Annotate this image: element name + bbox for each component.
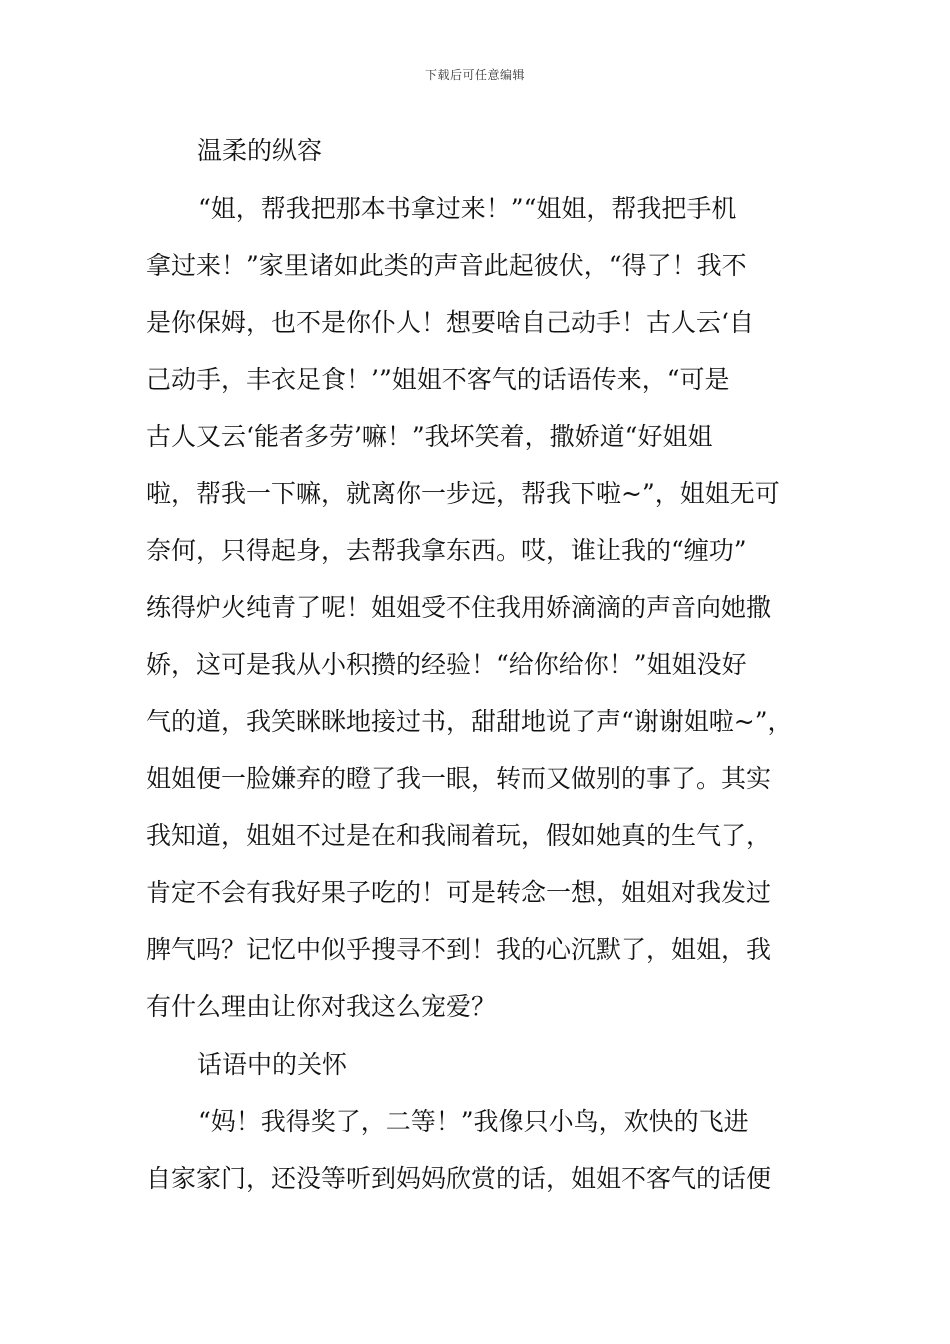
paragraph-line: 肯定不会有我好果子吃的！可是转念一想，姐姐对我发过 [146,878,772,907]
section-title-1: 温柔的纵容 [197,136,323,165]
paragraph-line: “妈！我得奖了，二等！”我像只小鸟，欢快的飞进 [198,1107,749,1136]
paragraph-line: 拿过来！”家里诸如此类的声音此起彼伏，“得了！我不 [146,251,747,280]
paragraph-line: 己动手，丰衣足食！’”姐姐不客气的话语传来，“可是 [146,365,730,394]
paragraph-line: 啦，帮我一下嘛，就离你一步远，帮我下啦~”，姐姐无可 [146,479,780,508]
header-note: 下载后可任意编辑 [424,68,525,82]
paragraph-line: 奈何，只得起身，去帮我拿东西。哎，谁让我的“缠功” [146,536,747,565]
paragraph-line: “姐，帮我把那本书拿过来！”“姐姐，帮我把手机 [198,194,737,223]
paragraph-line: 有什么理由让你对我这么宠爱？ [146,992,497,1021]
paragraph-line: 古人又云‘能者多劳’嘛！”我坏笑着，撒娇道“好姐姐 [146,422,713,451]
paragraph-line: 脾气吗？记忆中似乎搜寻不到！我的心沉默了，姐姐，我 [146,935,772,964]
paragraph-line: 自家家门，还没等听到妈妈欣赏的话，姐姐不客气的话便 [146,1164,772,1193]
paragraph-line: 是你保姆，也不是你仆人！想要啥自己动手！古人云‘自 [146,308,754,337]
paragraph-line: 姐姐便一脸嫌弃的瞪了我一眼，转而又做别的事了。其实 [146,764,772,793]
paragraph-line: 练得炉火纯青了呢！姐姐受不住我用娇滴滴的声音向她撒 [146,593,772,622]
paragraph-line: 娇，这可是我从小积攒的经验！“给你给你！”姐姐没好 [146,650,747,679]
paragraph-line: 我知道，姐姐不过是在和我闹着玩，假如她真的生气了， [146,821,772,850]
paragraph-line: 气的道，我笑眯眯地接过书，甜甜地说了声“谢谢姐啦~”， [146,707,793,736]
section-title-2: 话语中的关怀 [197,1050,348,1079]
